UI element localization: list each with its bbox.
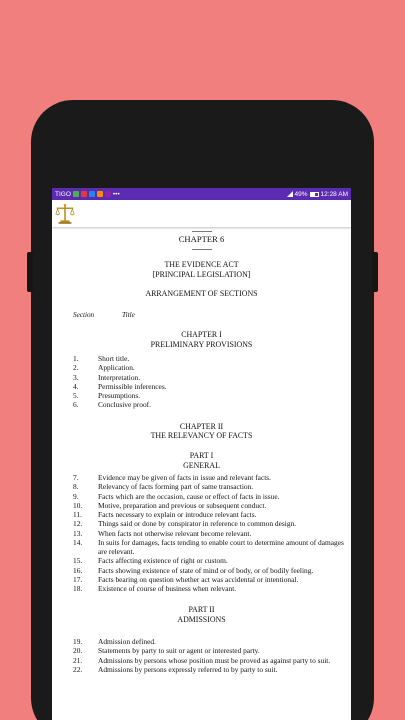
phone-side-button-left: [27, 252, 33, 292]
section-title: Interpretation.: [98, 372, 141, 382]
column-header-section: Section: [73, 311, 95, 320]
section-number: 13.: [73, 528, 83, 538]
section-number: 10.: [73, 500, 83, 510]
section-title: Things said or done by conspirator in reference to common design.: [98, 519, 297, 529]
clock: 12:28 AM: [320, 190, 348, 198]
section-number: 6.: [73, 400, 79, 410]
part-heading: PART I: [189, 451, 214, 461]
part-heading: PART II: [188, 605, 215, 615]
section-title: Conclusive proof.: [98, 400, 151, 410]
section-title: Existence of course of business when relevant.: [98, 584, 237, 594]
section-item[interactable]: [52, 492, 351, 501]
section-item[interactable]: [52, 373, 351, 382]
section-number: 1.: [73, 354, 79, 364]
scales-of-justice-icon[interactable]: [54, 203, 76, 225]
section-number: 20.: [73, 646, 83, 656]
battery-percent: 49%: [294, 190, 308, 198]
column-headers: [52, 311, 351, 320]
section-item[interactable]: [52, 473, 351, 482]
section-title: Short title.: [98, 354, 130, 364]
divider: [192, 249, 212, 250]
phone-screen: [52, 188, 351, 720]
section-title: Motive, preparation and previous or subsequent conduct.: [98, 500, 267, 510]
section-item[interactable]: [52, 363, 351, 372]
section-title: Application.: [98, 363, 135, 373]
section-number: 22.: [73, 664, 83, 674]
section-item[interactable]: [52, 391, 351, 400]
chapter-heading: CHAPTER II: [179, 421, 224, 431]
part-subheading: GENERAL: [183, 461, 220, 471]
section-list: [52, 354, 351, 410]
document-body: [52, 227, 351, 674]
section-list: [52, 637, 351, 674]
section-title: Evidence may be given of facts in issue and relevant facts.: [98, 473, 271, 483]
section-number: 19.: [73, 637, 83, 647]
section-number: 7.: [73, 473, 79, 483]
section-title: Facts showing existence of state of mind or of body, or of bodily feeling.: [98, 565, 314, 575]
section-number: 9.: [73, 491, 79, 501]
section-number: 18.: [73, 584, 83, 594]
app-bar: [52, 200, 351, 227]
section-title: Admission defined.: [98, 637, 156, 647]
more-notifications-icon: •••: [112, 190, 120, 198]
section-item[interactable]: [52, 656, 351, 665]
section-number: 2.: [73, 363, 79, 373]
section-item[interactable]: [52, 529, 351, 538]
section-item[interactable]: [52, 575, 351, 584]
carrier-label: TIGO: [55, 190, 71, 198]
section-title: When facts not otherwise relevant become relevant.: [98, 528, 252, 538]
section-title: Facts bearing on question whether act was accidental or intentional.: [98, 574, 299, 584]
section-item[interactable]: [52, 584, 351, 593]
chapter-number: CHAPTER 6: [178, 234, 225, 244]
section-title: Facts which are the occasion, cause or effect of facts in issue.: [98, 491, 280, 501]
phone-side-button-right: [372, 252, 378, 292]
section-number: 12.: [73, 519, 83, 529]
section-number: 15.: [73, 556, 83, 566]
section-number: 11.: [73, 510, 82, 520]
act-title: THE EVIDENCE ACT: [164, 259, 239, 269]
section-number: 21.: [73, 655, 83, 665]
section-number: 5.: [73, 391, 79, 401]
status-bar-left: [55, 191, 120, 198]
column-header-title: Title: [122, 311, 135, 320]
battery-icon: [310, 192, 319, 197]
section-item[interactable]: [52, 556, 351, 565]
section-item[interactable]: [52, 400, 351, 409]
section-item[interactable]: [52, 501, 351, 510]
section-item[interactable]: [52, 538, 351, 557]
chapter-subheading: PRELIMINARY PROVISIONS: [150, 340, 253, 350]
notification-icon: [105, 191, 111, 197]
section-title: Admissions by persons expressly referred to by party to suit.: [98, 664, 278, 674]
section-number: 17.: [73, 574, 83, 584]
part-subheading: ADMISSIONS: [177, 615, 226, 625]
act-subtitle: [PRINCIPAL LEGISLATION]: [152, 269, 251, 279]
status-bar: [52, 188, 351, 200]
section-title: Relevancy of facts forming part of same transaction.: [98, 482, 254, 492]
section-item[interactable]: [52, 382, 351, 391]
arrangement-heading: ARRANGEMENT OF SECTIONS: [145, 289, 258, 299]
section-item[interactable]: [52, 354, 351, 363]
section-title: Admissions by persons whose position must be proved as against party to suit.: [98, 655, 331, 665]
section-item[interactable]: [52, 510, 351, 519]
chapter-subheading: THE RELEVANCY OF FACTS: [150, 431, 253, 441]
section-item[interactable]: [52, 519, 351, 528]
section-item[interactable]: [52, 646, 351, 655]
section-item[interactable]: [52, 566, 351, 575]
section-list: [52, 473, 351, 593]
section-number: 16.: [73, 565, 83, 575]
section-title: Permissible inferences.: [98, 381, 167, 391]
notification-icon: [89, 191, 95, 197]
section-number: 14.: [73, 537, 83, 547]
notification-icon: [73, 191, 79, 197]
notification-icon: [81, 191, 87, 197]
section-title: In suits for damages, facts tending to enable court to determine amount of damages are relevant.: [98, 537, 344, 557]
notification-icon: [97, 191, 103, 197]
section-number: 4.: [73, 381, 79, 391]
signal-icon: [287, 191, 293, 197]
section-title: Facts necessary to explain or introduce relevant facts.: [98, 510, 257, 520]
section-title: Presumptions.: [98, 391, 141, 401]
section-number: 3.: [73, 372, 79, 382]
section-item[interactable]: [52, 637, 351, 646]
section-title: Statements by party to suit or agent or interested party.: [98, 646, 260, 656]
section-title: Facts affecting existence of right or custom.: [98, 556, 228, 566]
chapter-heading: CHAPTER I: [181, 330, 222, 340]
section-item[interactable]: [52, 665, 351, 674]
section-item[interactable]: [52, 482, 351, 491]
status-bar-right: [287, 191, 348, 198]
divider: [192, 231, 212, 232]
section-number: 8.: [73, 482, 79, 492]
